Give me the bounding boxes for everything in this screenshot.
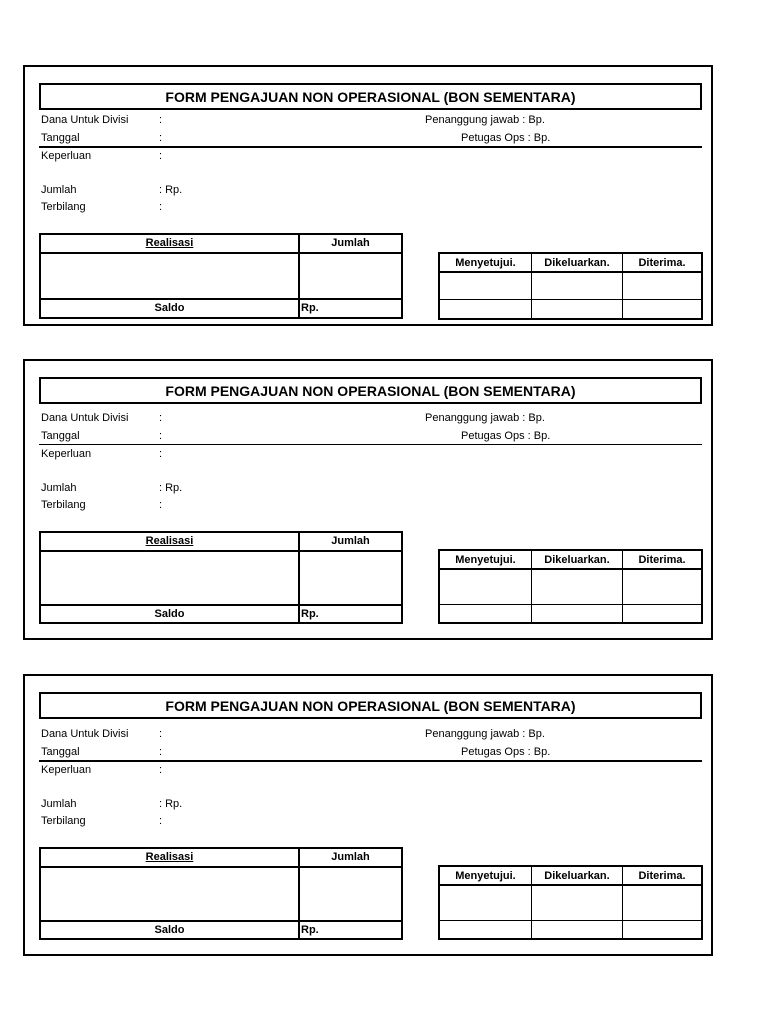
label-jumlah: Jumlah [41,798,77,810]
jumlah-rp: : Rp. [159,184,183,196]
header-jumlah: Jumlah [331,535,370,547]
label-petugas-ops: Petugas Ops : Bp. [461,746,551,758]
label-terbilang: Terbilang [41,815,86,827]
realisasi-table [39,847,403,940]
header-jumlah: Jumlah [331,237,370,249]
colon: : [159,815,163,827]
label-saldo: Saldo [154,608,185,620]
label-petugas-ops: Petugas Ops : Bp. [461,430,551,442]
label-dana-untuk-divisi: Dana Untuk Divisi [41,728,129,740]
colon: : [159,114,163,126]
label-saldo: Saldo [154,924,185,936]
jumlah-rp: : Rp. [159,798,183,810]
divider-rule [39,146,702,148]
header-realisasi: Realisasi [145,237,194,249]
label-dana-untuk-divisi: Dana Untuk Divisi [41,114,129,126]
label-terbilang: Terbilang [41,499,86,511]
divider-rule [39,444,702,445]
label-penanggung-jawab: Penanggung jawab : Bp. [425,412,545,424]
bon-form-2 [23,359,713,640]
header-realisasi: Realisasi [145,535,194,547]
realisasi-table [39,233,403,319]
header-dikeluarkan: Dikeluarkan. [544,257,610,269]
form-title: FORM PENGAJUAN NON OPERASIONAL (BON SEMENTARA) [39,377,702,404]
header-diterima: Diterima. [638,554,686,566]
label-keperluan: Keperluan [41,448,92,460]
colon: : [159,132,163,144]
label-saldo: Saldo [154,302,185,314]
realisasi-table [39,531,403,624]
label-dana-untuk-divisi: Dana Untuk Divisi [41,412,129,424]
bon-form-1 [23,65,713,326]
header-jumlah: Jumlah [331,851,370,863]
header-menyetujui: Menyetujui. [455,554,516,566]
header-menyetujui: Menyetujui. [455,870,516,882]
label-tanggal: Tanggal [41,746,80,758]
approval-table [438,865,703,940]
jumlah-rp: : Rp. [159,482,183,494]
colon: : [159,201,163,213]
colon: : [159,764,163,776]
colon: : [159,150,163,162]
label-penanggung-jawab: Penanggung jawab : Bp. [425,728,545,740]
label-jumlah: Jumlah [41,482,77,494]
saldo-rp: Rp. [301,302,319,314]
approval-table [438,252,703,320]
divider-rule [39,760,702,762]
approval-table [438,549,703,624]
saldo-rp: Rp. [301,608,319,620]
label-tanggal: Tanggal [41,430,80,442]
label-penanggung-jawab: Penanggung jawab : Bp. [425,114,545,126]
header-dikeluarkan: Dikeluarkan. [544,870,610,882]
saldo-rp: Rp. [301,924,319,936]
label-tanggal: Tanggal [41,132,80,144]
colon: : [159,746,163,758]
header-realisasi: Realisasi [145,851,194,863]
colon: : [159,499,163,511]
label-keperluan: Keperluan [41,764,92,776]
form-title: FORM PENGAJUAN NON OPERASIONAL (BON SEMENTARA) [39,692,702,719]
colon: : [159,430,163,442]
header-dikeluarkan: Dikeluarkan. [544,554,610,566]
colon: : [159,412,163,424]
colon: : [159,728,163,740]
label-jumlah: Jumlah [41,184,77,196]
header-menyetujui: Menyetujui. [455,257,516,269]
header-diterima: Diterima. [638,257,686,269]
label-petugas-ops: Petugas Ops : Bp. [461,132,551,144]
form-title: FORM PENGAJUAN NON OPERASIONAL (BON SEMENTARA) [39,83,702,110]
colon: : [159,448,163,460]
bon-form-3 [23,674,713,956]
label-terbilang: Terbilang [41,201,86,213]
label-keperluan: Keperluan [41,150,92,162]
header-diterima: Diterima. [638,870,686,882]
